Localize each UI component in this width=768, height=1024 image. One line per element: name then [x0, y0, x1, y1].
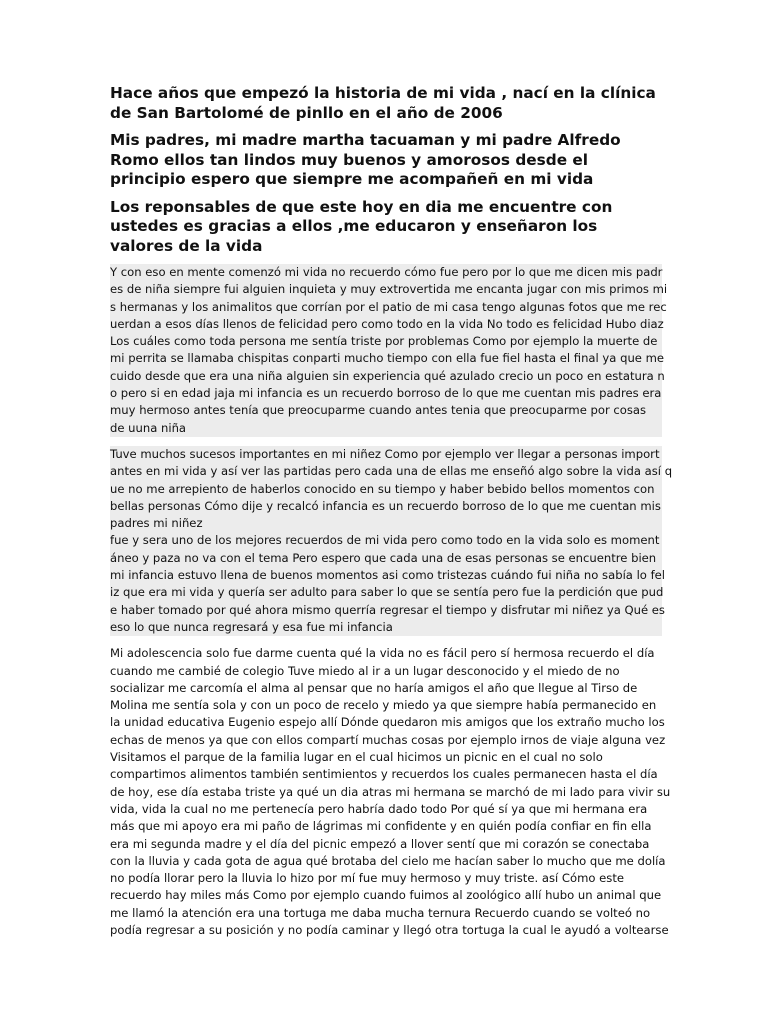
text-line: compartimos alimentos también sentimientos y recuerdos los cuales permanecen hasta el día — [110, 767, 658, 782]
text-line: de uuna niña — [110, 420, 662, 437]
text-line: bellas personas Cómo dije y recalcó infancia es un recuerdo borroso de lo que me cuentan mis — [110, 498, 662, 515]
text-line: Los cuáles como toda persona me sentía triste por problemas Como por ejemplo la muerte de — [110, 333, 662, 350]
text-line: o pero si en edad jaja mi infancia es un recuerdo borroso de lo que me cuentan mis padres era — [110, 385, 662, 402]
heading-birth: Hace años que empezó la historia de mi vida , nací en la clínica de San Bartolomé de pinllo en el año de 2006 — [110, 84, 656, 122]
text-line: con la lluvia y cada gota de agua qué brotaba del cielo me hacían saber lo mucho que me dolía — [110, 853, 666, 868]
text-line: de hoy, ese día estaba triste ya qué un dia atras mi hermana se marchó de mi lado para vivir su — [110, 784, 671, 799]
heading-parents: Mis padres, mi madre martha tacuaman y mi padre Alfredo Romo ellos tan lindos muy buenos y amorosos desde el principio espero que siempre me acompañeñ en mi vida — [110, 131, 621, 188]
text-line: es de niña siempre fui alguien inquieta y muy extrovertida me encanta jugar con mis primos mi — [110, 281, 662, 298]
text-line: más que mi apoyo era mi paño de lágrimas mi confidente y en quién podía confiar en fin ella — [110, 819, 652, 834]
text-line: Y con eso en mente comenzó mi vida no recuerdo cómo fue pero por lo que me dicen mis padr — [110, 264, 662, 281]
text-line: me llamó la atención era una tortuga me daba mucha ternura Recuerdo cuando se volteó no — [110, 905, 651, 920]
text-line: podía regresar a su posición y no podía caminar y llegó otra tortuga la cual le ayudó a voltearse — [110, 922, 669, 937]
text-line: socializar me carcomía el alma al pensar que no haría amigos el año que llegue al Tirso de — [110, 680, 638, 695]
text-line: cuido desde que era una niña alguien sin experiencia qué azulado crecio un poco en estatura n — [110, 368, 662, 385]
text-line: s hermanas y los animalitos que corrían por el patio de mi casa tengo algunas fotos que me rec — [110, 299, 662, 316]
text-line: Mi adolescencia solo fue darme cuenta qué la vida no es fácil pero sí hermosa recuerdo el día — [110, 646, 655, 661]
text-line: muy hermoso antes tenía que preocuparme cuando antes tenia que preocuparme por cosas — [110, 402, 662, 419]
text-line: ue no me arrepiento de haberlos conocido en su tiempo y haber bebido bellos momentos con — [110, 481, 662, 498]
paragraph-adolescence — [110, 645, 671, 939]
document-page — [110, 84, 673, 939]
text-line: áneo y paza no va con el tema Pero espero que cada una de esas personas se encuentre bien — [110, 550, 662, 567]
text-line: cuando me cambié de colegio Tuve miedo al ir a un lugar desconocido y el miedo de no — [110, 663, 620, 678]
text-line: mi perrita se llamaba chispitas conparti mucho tiempo con ella fue fiel hasta el final ya que me — [110, 350, 662, 367]
text-line: vida, vida la cual no me pertenecía pero habría dado todo Por qué sí ya que mi hermana era — [110, 801, 648, 816]
text-line: era mi segunda madre y el día del picnic empezó a llover sentí que mi corazón se conectaba — [110, 836, 650, 851]
paragraph-important-events — [110, 446, 673, 636]
text-line: padres mi niñez — [110, 515, 662, 532]
text-line: eso lo que nunca regresará y esa fue mi infancia — [110, 619, 662, 636]
heading-responsible: Los reponsables de que este hoy en dia me encuentre con ustedes es gracias a ellos ,me educaron y enseñaron los valores de la vida — [110, 197, 613, 255]
text-line: Tuve muchos sucesos importantes en mi niñez Como por ejemplo ver llegar a personas import — [110, 446, 662, 463]
text-line: no podía llorar pero la lluvia lo hizo por mí fue muy hermoso y muy triste. así Cómo este — [110, 871, 625, 886]
paragraph-childhood — [110, 264, 668, 437]
text-line: iz que era mi vida y quería ser adulto para saber lo que se sentía pero fue la perdición que pud — [110, 584, 662, 601]
text-line: Molina me sentía sola y con un poco de recelo y miedo ya que siempre había permanecido en — [110, 698, 657, 713]
text-line: la unidad educativa Eugenio espejo allí Dónde quedaron mis amigos que los extraño mucho los — [110, 715, 665, 730]
text-line: antes en mi vida y así ver las partidas pero cada una de ellas me enseñó algo sobre la vida así q — [110, 463, 662, 480]
text-line: echas de menos ya que con ellos compartí muchas cosas por ejemplo irnos de viaje alguna vez — [110, 732, 666, 747]
text-line: uerdan a esos días llenos de felicidad pero como todo en la vida No todo es felicidad Hubo diaz — [110, 316, 662, 333]
text-line: e haber tomado por qué ahora mismo querría regresar el tiempo y disfrutar mi niñez ya Qué es — [110, 602, 662, 619]
text-line: mi infancia estuvo llena de buenos momentos asi como tristezas cuándo fui niña no sabía lo fel — [110, 567, 662, 584]
text-line: recuerdo hay miles más Como por ejemplo cuando fuimos al zoológico allí hubo un animal que — [110, 888, 662, 903]
text-line: fue y sera uno de los mejores recuerdos de mi vida pero como todo en la vida solo es moment — [110, 532, 662, 549]
text-line: Visitamos el parque de la familia lugar en el cual hicimos un picnic en el cual no solo — [110, 750, 603, 765]
